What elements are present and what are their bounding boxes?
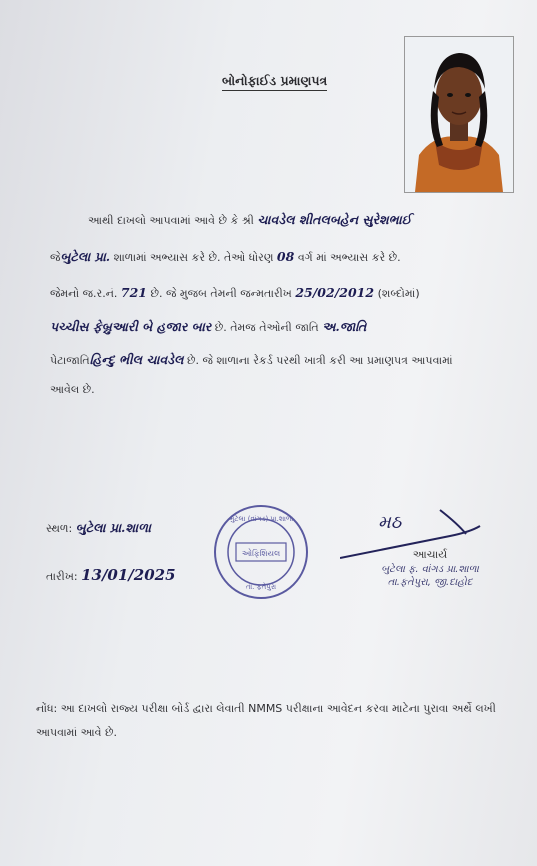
date-line (46, 566, 176, 584)
line-4-mid: છે. તેમજ તેઓની જાતિ (214, 321, 319, 334)
line-1-prefix: આથી દાખલો આપવામાં આવે છે કે શ્રી (88, 214, 254, 227)
place-label: સ્થળ: (46, 522, 73, 535)
line-5-prefix: પેટાજાતિ (50, 354, 90, 367)
stamp-inner-text: ઓફિશિયલ (241, 549, 281, 558)
school-stamp (212, 503, 310, 601)
class-label: વર્ગ (297, 251, 313, 264)
student-name: ચાવડેલ શીતલબહેન સુરેશભાઈ (257, 212, 412, 227)
line-2-prefix: જે (50, 251, 61, 264)
certificate-title: બોનોફાઈડ પ્રમાણપત્ર (222, 73, 327, 91)
line-2-suffix: માં અભ્યાસ કરે છે. (316, 251, 401, 264)
line-3-suffix: (શબ્દોમાં) (377, 287, 420, 300)
registration-number: 721 (120, 285, 147, 300)
signature-scribble: મઠ (378, 512, 402, 533)
signature-block (355, 548, 505, 588)
line-4 (50, 319, 366, 335)
principal-stamp-name: બુટેલા ફ. વાંગડ પ્રા.શાળા (381, 564, 479, 575)
line-6: આવેલ છે. (50, 383, 95, 396)
footer-note: નોંધ: આ દાખલો રાજ્ય પરીક્ષા બોર્ડ દ્વારા લેવાતી NMMS પરીક્ષાના આવેદન કરવા માટેના પુરાવા અર્થે લખી આપવામાં આવે છે. (36, 702, 496, 739)
dob-in-words: પચ્ચીસ ફેબ્રુઆરી બે હજાર બાર (50, 319, 212, 334)
line-5-suffix: છે. જે શાળાના રેકર્ડ પરથી ખાત્રી કરી આ પ્રમાણપત્ર આપવામાં (186, 354, 453, 367)
line-2 (50, 249, 401, 265)
student-photo (404, 36, 514, 193)
date-of-birth: 25/02/2012 (295, 285, 375, 300)
place-value: બુટેલા પ્રા.શાળા (75, 520, 151, 535)
school-name: બુટેલા પ્રા. (60, 249, 111, 264)
line-3 (50, 285, 420, 301)
line-5 (50, 352, 453, 368)
date-label: તારીખ: (46, 570, 78, 583)
place-line (46, 520, 151, 536)
caste-value: અ.જાતિ (322, 319, 367, 334)
principal-title: આચાર્ય (412, 548, 448, 561)
sub-caste-value: હિન્દુ ભીલ ચાવડેલ (89, 352, 184, 367)
line-1 (88, 212, 411, 228)
line-3-prefix: જેમનો જ.ર.નં. (50, 287, 118, 300)
issue-date: 13/01/2025 (81, 566, 176, 584)
line-2-mid: શાળામાં અભ્યાસ કરે છે. તેઓ ધોરણ (113, 251, 274, 264)
principal-stamp-place: તા.ફતેપુરા, જી.દાહોદ (387, 577, 473, 588)
standard-value: 08 (276, 249, 295, 264)
stamp-outer-text: બુટેલા (વાંગડ) પ્રા.શાળા (228, 515, 294, 523)
line-3-mid: છે. જે મુજબ તેમની જન્મતારીખ (150, 287, 292, 300)
stamp-bottom-text: તા. ફતેપુરા (245, 583, 277, 591)
